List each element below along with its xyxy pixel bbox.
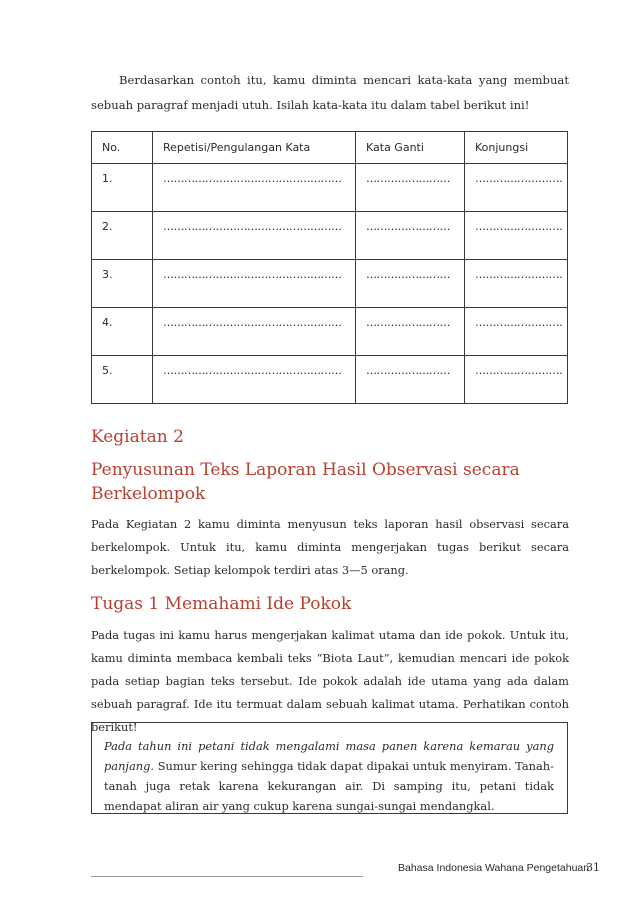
cell-konjungsi: ……………………. [465, 308, 568, 356]
cell-kata-ganti: …………………… [356, 164, 465, 212]
cell-no: 2. [92, 212, 153, 260]
tugas-paragraph: Pada tugas ini kamu harus mengerjakan kalimat utama dan ide pokok. Untuk itu, kamu diminta membaca kembali teks “Biota Laut”, kemudian mencari ide pokok pada setiap bagian teks tersebut. Ide pokok adalah ide utama yang ada dalam sebuah paragraf. Ide itu termuat dalam sebuah kalimat utama. Perhatikan contoh berikut! [91, 628, 569, 734]
cell-repetisi: …………………………………………… [153, 260, 356, 308]
cell-no: 5. [92, 356, 153, 404]
kegiatan-subheading: Penyusunan Teks Laporan Hasil Observasi secara Berkelompok [91, 460, 520, 504]
footer-book-title: Bahasa Indonesia Wahana Pengetahuan [398, 862, 590, 874]
table-row [92, 164, 568, 212]
cell-konjungsi: ……………………. [465, 356, 568, 404]
header-konjungsi: Konjungsi [465, 132, 568, 164]
cell-repetisi: …………………………………………… [153, 356, 356, 404]
example-supporting-sentences: Sumur kering sehingga tidak dapat dipakai untuk menyiram. Tanah-tanah juga retak karena kekurangan air. Di samping itu, petani tidak mendapat aliran air yang cukup karena sungai-sungai mendangkal. [104, 759, 554, 813]
kegiatan-paragraph: Pada Kegiatan 2 kamu diminta menyusun teks laporan hasil observasi secara berkelompok. Untuk itu, kamu diminta mengerjakan tugas berikut secara berkelompok. Setiap kelompok terdiri atas 3—5 orang. [91, 517, 569, 577]
cell-no: 3. [92, 260, 153, 308]
cell-kata-ganti: …………………… [356, 308, 465, 356]
table-row [92, 308, 568, 356]
cell-repetisi: …………………………………………… [153, 212, 356, 260]
cell-repetisi: …………………………………………… [153, 308, 356, 356]
cell-kata-ganti: …………………… [356, 260, 465, 308]
cell-no: 4. [92, 308, 153, 356]
example-main-sentence: Pada tahun ini petani tidak mengalami masa panen karena kemarau yang panjang. [104, 739, 554, 773]
table-row [92, 356, 568, 404]
cell-kata-ganti: …………………… [356, 356, 465, 404]
cell-kata-ganti: …………………… [356, 212, 465, 260]
header-kata-ganti: Kata Ganti [356, 132, 465, 164]
cell-no: 1. [92, 164, 153, 212]
cell-repetisi: …………………………………………… [153, 164, 356, 212]
header-no: No. [92, 132, 153, 164]
tugas-heading: Tugas 1 Memahami Ide Pokok [91, 594, 352, 614]
worksheet-table [91, 131, 568, 404]
page-number: 31 [586, 861, 600, 874]
example-box [91, 722, 568, 814]
footer-rule [91, 876, 363, 877]
example-paragraph [104, 736, 554, 816]
kegiatan-heading: Kegiatan 2 [91, 427, 184, 447]
header-repetisi: Repetisi/Pengulangan Kata [153, 132, 356, 164]
table-row [92, 212, 568, 260]
cell-konjungsi: ……………………. [465, 260, 568, 308]
intro-paragraph: Berdasarkan contoh itu, kamu diminta mencari kata-kata yang membuat sebuah paragraf menjadi utuh. Isilah kata-kata itu dalam tabel berikut ini! [91, 73, 569, 112]
cell-konjungsi: ……………………. [465, 164, 568, 212]
cell-konjungsi: ……………………. [465, 212, 568, 260]
table-header-row [92, 132, 568, 164]
table-row [92, 260, 568, 308]
